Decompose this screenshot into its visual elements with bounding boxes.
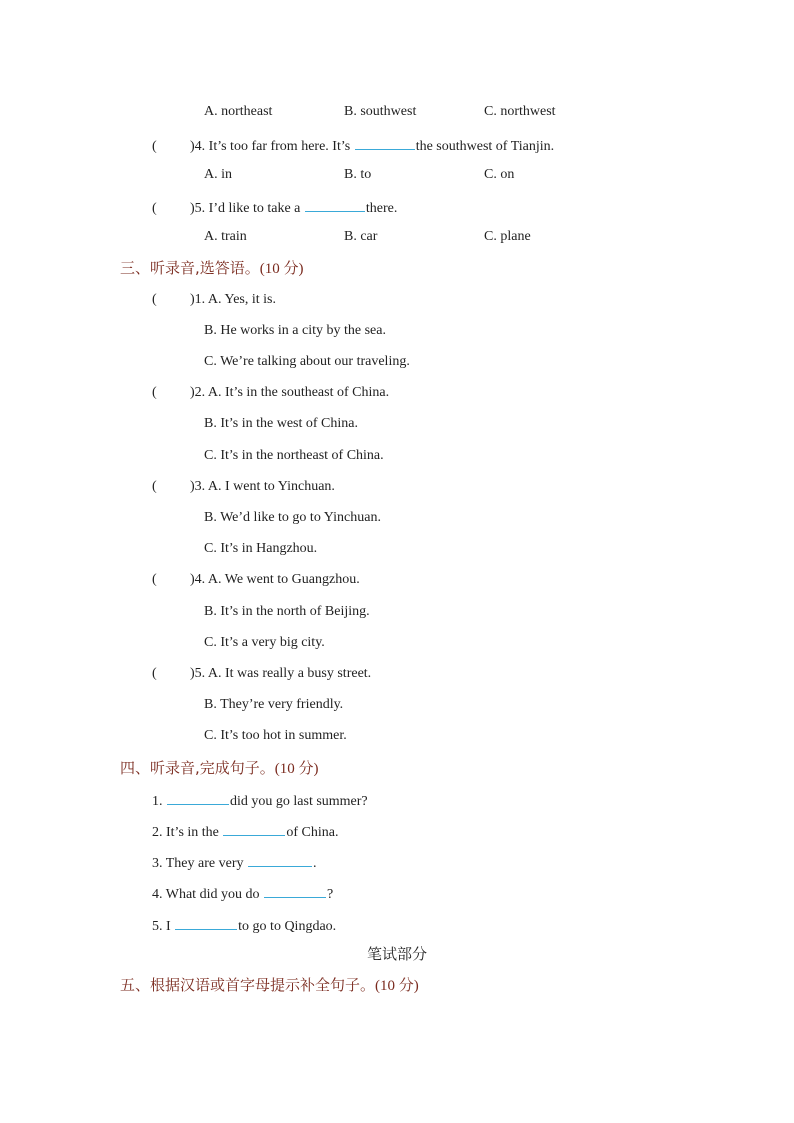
question-4 [152, 135, 554, 156]
q3-option-b: B. southwest [344, 104, 417, 119]
answer-blank[interactable] [248, 852, 312, 867]
question-stem: )4. It’s too far from here. It’s [190, 139, 351, 154]
fill-sentence-1 [152, 790, 368, 811]
written-part-title: 笔试部分 [366, 945, 427, 963]
sentence-before: 1. [152, 794, 163, 809]
q5-option-a: A. train [204, 229, 247, 244]
listening-question-2 [152, 384, 389, 402]
option-c: C. We’re talking about our traveling. [204, 354, 410, 369]
question-option-a: )2. A. It’s in the southeast of China. [190, 385, 390, 400]
question-stem: )5. I’d like to take a [190, 201, 301, 216]
q3-option-c: C. northwest [484, 104, 556, 119]
listening-question-5 [152, 665, 371, 683]
option-b: B. It’s in the north of Beijing. [204, 604, 370, 619]
sentence-before: 4. What did you do [152, 887, 260, 902]
section-score: (10 分) [274, 761, 319, 777]
option-b: B. We’d like to go to Yinchuan. [204, 510, 381, 525]
q5-option-c: C. plane [484, 229, 531, 244]
fill-sentence-4 [152, 883, 333, 904]
sentence-after: to go to Qingdao. [238, 919, 337, 934]
question-option-a: )5. A. It was really a busy street. [190, 666, 372, 681]
option-b: B. It’s in the west of China. [204, 416, 358, 431]
option-c: C. It’s a very big city. [204, 635, 325, 650]
section-5-heading [120, 976, 419, 995]
answer-paren: ( [152, 201, 157, 216]
answer-blank[interactable] [175, 915, 237, 930]
question-option-a: )3. A. I went to Yinchuan. [190, 479, 335, 494]
answer-paren: ( [152, 479, 157, 494]
answer-blank[interactable] [355, 135, 415, 150]
q3-option-a: A. northeast [204, 104, 273, 119]
answer-blank[interactable] [223, 821, 285, 836]
question-stem-after: there. [365, 201, 398, 216]
question-option-a: )4. A. We went to Guangzhou. [190, 572, 360, 587]
question-option-a: )1. A. Yes, it is. [190, 292, 276, 307]
option-c: C. It’s in Hangzhou. [204, 541, 318, 556]
listening-question-1 [152, 291, 276, 309]
sentence-before: 2. It’s in the [152, 825, 219, 840]
answer-paren: ( [152, 139, 157, 154]
question-stem-after: the southwest of Tianjin. [415, 139, 555, 154]
fill-sentence-5 [152, 915, 336, 936]
section-title: 五、根据汉语或首字母提示补全句子。 [120, 976, 376, 994]
sentence-before: 5. I [152, 919, 171, 934]
q5-option-b: B. car [344, 229, 378, 244]
answer-paren: ( [152, 666, 157, 681]
option-c: C. It’s in the northeast of China. [204, 448, 384, 463]
listening-question-4 [152, 571, 360, 589]
section-title: 三、听录音,选答语。 [120, 259, 260, 277]
q4-option-c: C. on [484, 167, 515, 182]
answer-paren: ( [152, 385, 157, 400]
answer-blank[interactable] [264, 883, 326, 898]
listening-question-3 [152, 478, 335, 496]
sentence-after: did you go last summer? [230, 794, 368, 809]
answer-blank[interactable] [167, 790, 229, 805]
option-b: B. They’re very friendly. [204, 697, 344, 712]
answer-blank[interactable] [305, 197, 365, 212]
question-5 [152, 197, 397, 218]
section-4-heading [120, 759, 319, 778]
answer-paren: ( [152, 292, 157, 307]
q4-option-a: A. in [204, 167, 232, 182]
option-b: B. He works in a city by the sea. [204, 323, 386, 338]
section-3-heading [120, 259, 304, 278]
q4-option-b: B. to [344, 167, 372, 182]
fill-sentence-2 [152, 821, 339, 842]
section-title: 四、听录音,完成句子。 [120, 759, 275, 777]
sentence-after: . [312, 856, 317, 871]
sentence-after: ? [326, 887, 334, 902]
sentence-before: 3. They are very [152, 856, 244, 871]
section-score: (10 分) [375, 978, 419, 994]
option-c: C. It’s too hot in summer. [204, 728, 347, 743]
fill-sentence-3 [152, 852, 316, 873]
section-score: (10 分) [259, 261, 304, 277]
answer-paren: ( [152, 572, 157, 587]
sentence-after: of China. [286, 825, 339, 840]
